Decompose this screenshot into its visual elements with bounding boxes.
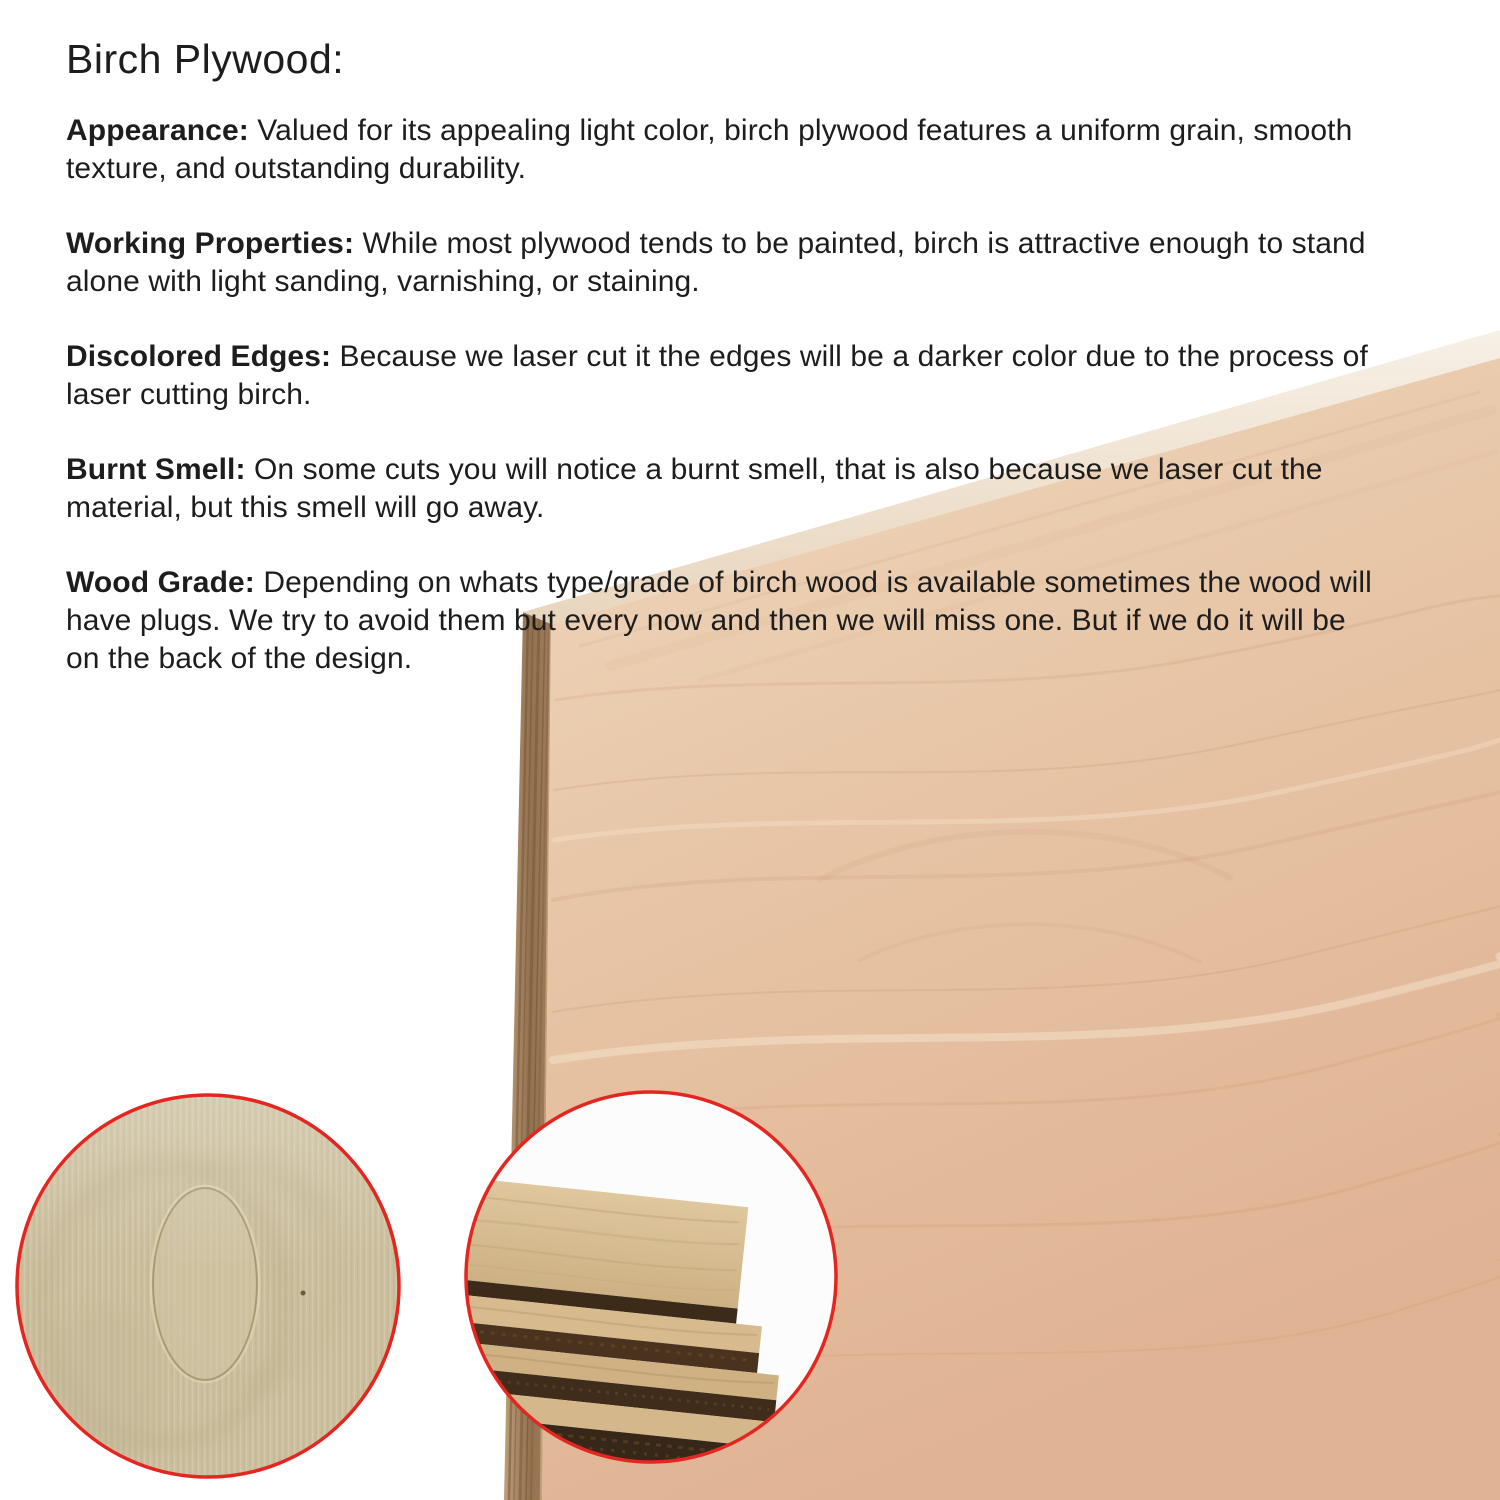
paragraph-text: laser cutting birch. (66, 378, 312, 411)
paragraph-burnt-smell (66, 451, 1456, 527)
paragraph-label: Burnt Smell: (66, 453, 246, 486)
description-text (66, 34, 1456, 678)
page-title: Birch Plywood: (66, 36, 345, 82)
paragraph-text: Valued for its appealing light color, birch plywood features a uniform grain, smooth (257, 114, 1353, 147)
paragraph-label: Wood Grade: (66, 566, 255, 599)
paragraph-label: Appearance: (66, 114, 249, 147)
paragraph-text: texture, and outstanding durability. (66, 152, 527, 185)
paragraph-wood-grade (66, 564, 1456, 678)
sheet-stack-photo (464, 1090, 838, 1464)
paragraph-discolored-edges (66, 338, 1456, 414)
paragraph-text: Depending on whats type/grade of birch wood is available sometimes the wood will (263, 566, 1372, 599)
paragraph-label: Discolored Edges: (66, 340, 332, 373)
paragraph-text: alone with light sanding, varnishing, or staining. (66, 265, 700, 298)
paragraph-text: On some cuts you will notice a burnt smell, that is also because we laser cut the (253, 453, 1323, 486)
paragraph-text: While most plywood tends to be painted, birch is attractive enough to stand (362, 227, 1366, 260)
paragraph-label: Working Properties: (66, 227, 355, 260)
plug-closeup-photo (15, 1093, 401, 1479)
sheet-stack-inset (464, 1090, 838, 1464)
paragraph-text: have plugs. We try to avoid them but every now and then we will miss one. But if we do it will be (66, 604, 1346, 637)
paragraph-appearance (66, 112, 1456, 188)
paragraph-text: on the back of the design. (66, 642, 413, 675)
plug-closeup-inset (15, 1093, 401, 1479)
paragraph-working-properties (66, 225, 1456, 301)
paragraph-text: Because we laser cut it the edges will be a darker color due to the process of (339, 340, 1368, 373)
paragraph-text: material, but this smell will go away. (66, 491, 545, 524)
